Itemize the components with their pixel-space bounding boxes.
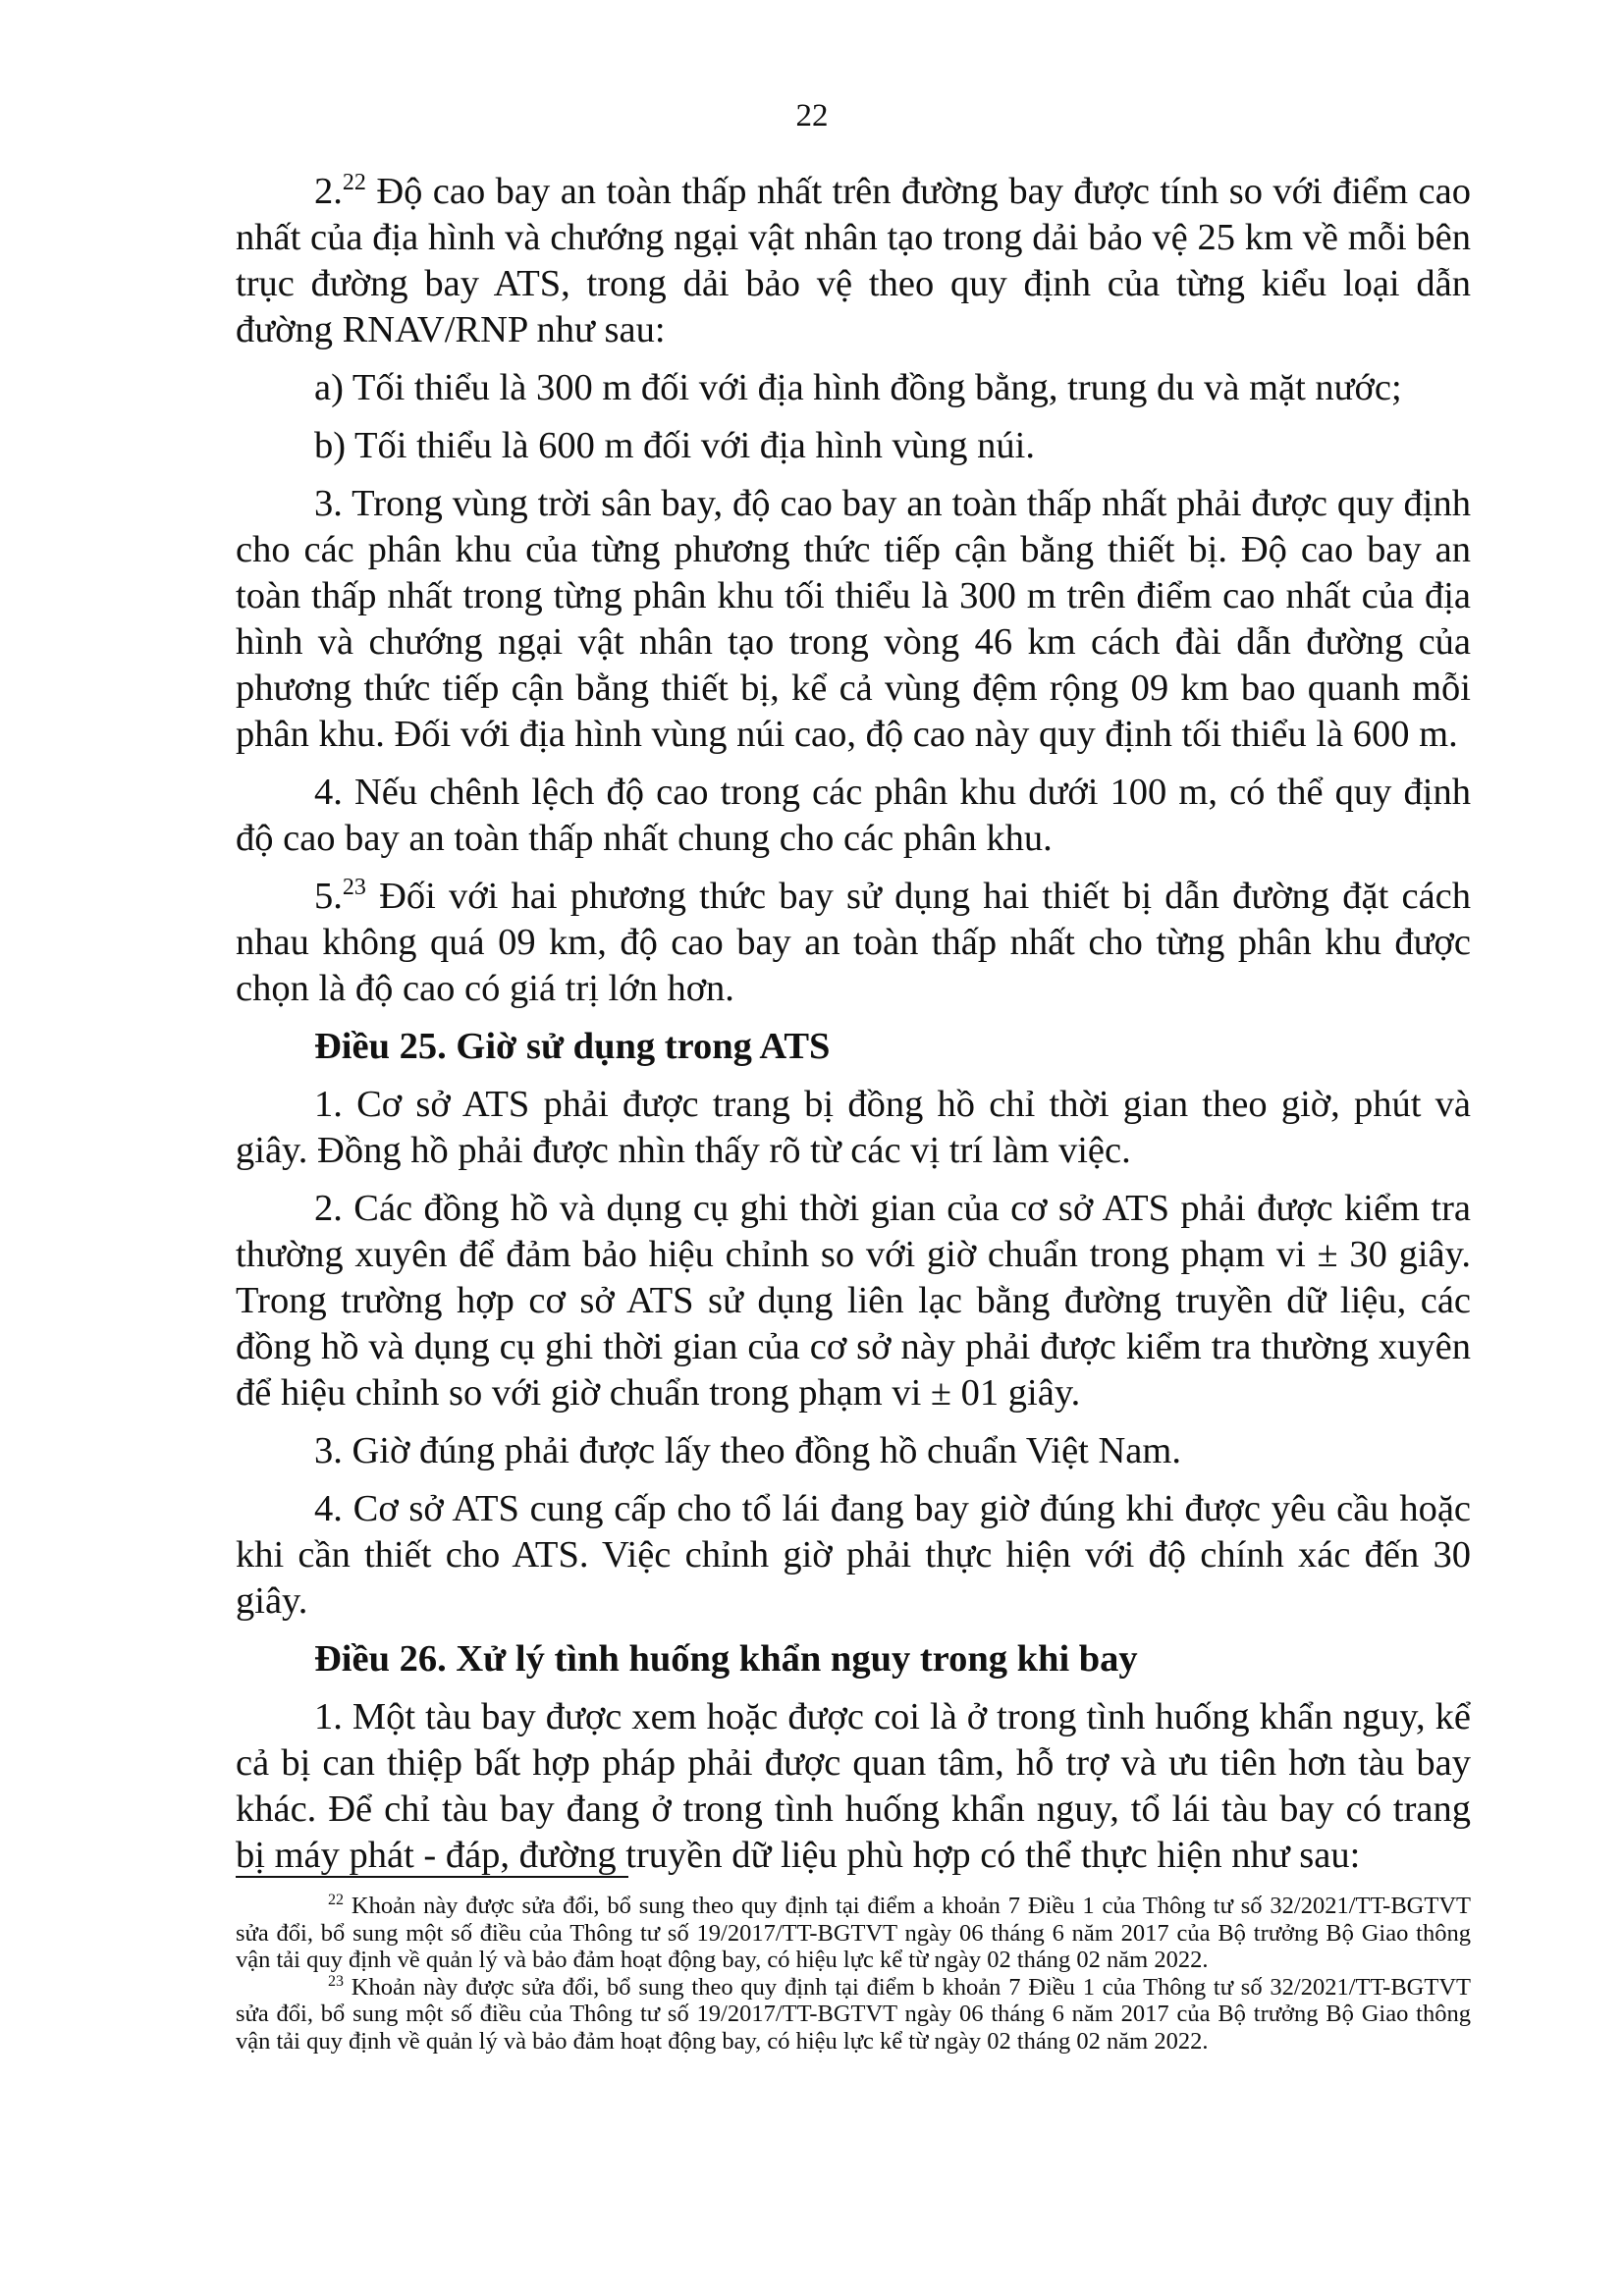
paragraph-text: Đối với hai phương thức bay sử dụng hai thiết bị dẫn đường đặt cách nhau không quá 09 km, độ cao bay an toàn thấp nhất cho từng phân khu được chọn là độ cao có giá trị lớn hơn. <box>236 876 1471 1009</box>
clause-5-paragraph <box>236 874 1471 1012</box>
clause-3-paragraph: 3. Trong vùng trời sân bay, độ cao bay an toàn thấp nhất phải được quy định cho các phân khu của từng phương thức tiếp cận bằng thiết bị. Độ cao bay an toàn thấp nhất trong từng phân khu tối thiểu là 300 m trên điểm cao nhất của địa hình và chướng ngại vật nhân tạo trong vòng 46 km cách đài dẫn đường của phương thức tiếp cận bằng thiết bị, kể cả vùng đệm rộng 09 km bao quanh mỗi phân khu. Đối với địa hình vùng núi cao, độ cao này quy định tối thiểu là 600 m. <box>236 483 1471 755</box>
page-number: 22 <box>795 98 829 133</box>
article-25-clause-4: 4. Cơ sở ATS cung cấp cho tổ lái đang bay giờ đúng khi được yêu cầu hoặc khi cần thiết cho ATS. Việc chỉnh giờ phải thực hiện với độ chính xác đến 30 giây. <box>236 1488 1471 1622</box>
clause-marker: 2. <box>314 171 343 212</box>
item-b-paragraph: b) Tối thiểu là 600 m đối với địa hình vùng núi. <box>314 425 1035 466</box>
article-26-heading: Điều 26. Xử lý tình huống khẩn nguy trong khi bay <box>314 1638 1138 1680</box>
footnote-number: 23 <box>328 1972 344 1990</box>
footnote-text: Khoản này được sửa đổi, bổ sung theo quy định tại điểm b khoản 7 Điều 1 của Thông tư số 32/2021/TT-BGTVT sửa đổi, bổ sung một số điều của Thông tư số 19/2017/TT-BGTVT ngày 06 tháng 6 năm 2017 của Bộ trưởng Bộ Giao thông vận tải quy định về quản lý và bảo đảm hoạt động bay, có hiệu lực kể từ ngày 02 tháng 02 năm 2022. <box>236 1973 1471 2055</box>
item-a-paragraph: a) Tối thiểu là 300 m đối với địa hình đồng bằng, trung du và mặt nước; <box>314 367 1402 408</box>
footnote-23 <box>236 1974 1471 2056</box>
footnote-separator <box>236 1876 628 1878</box>
document-body <box>236 169 1471 1891</box>
footnote-number: 22 <box>328 1891 344 1908</box>
paragraph-text: Độ cao bay an toàn thấp nhất trên đường bay được tính so với điểm cao nhất của địa hình và chướng ngại vật nhân tạo trong dải bảo vệ 25 km về mỗi bên trục đường bay ATS, trong dải bảo vệ theo quy định của từng kiểu loại dẫn đường RNAV/RNP như sau: <box>236 171 1471 350</box>
clause-4-paragraph: 4. Nếu chênh lệch độ cao trong các phân khu dưới 100 m, có thể quy định độ cao bay an toàn thấp nhất chung cho các phân khu. <box>236 772 1471 859</box>
footnote-ref-22[interactable]: 22 <box>342 170 366 196</box>
article-26-clause-1: 1. Một tàu bay được xem hoặc được coi là ở trong tình huống khẩn nguy, kể cả bị can thiệp bất hợp pháp phải được quan tâm, hỗ trợ và ưu tiên hơn tàu bay khác. Để chỉ tàu bay đang ở trong tình huống khẩn nguy, tổ lái tàu bay có trang bị máy phát - đáp, đường truyền dữ liệu phù hợp có thể thực hiện như sau: <box>236 1696 1471 1876</box>
footnote-22 <box>236 1893 1471 1974</box>
footnote-text: Khoản này được sửa đổi, bổ sung theo quy định tại điểm a khoản 7 Điều 1 của Thông tư số 32/2021/TT-BGTVT sửa đổi, bổ sung một số điều của Thông tư số 19/2017/TT-BGTVT ngày 06 tháng 6 năm 2017 của Bộ trưởng Bộ Giao thông vận tải quy định về quản lý và bảo đảm hoạt động bay, có hiệu lực kể từ ngày 02 tháng 02 năm 2022. <box>236 1893 1471 1973</box>
article-25-clause-1: 1. Cơ sở ATS phải được trang bị đồng hồ chỉ thời gian theo giờ, phút và giây. Đồng hồ phải được nhìn thấy rõ từ các vị trí làm việc. <box>236 1084 1471 1171</box>
article-25-heading: Điều 25. Giờ sử dụng trong ATS <box>314 1026 831 1067</box>
clause-marker: 5. <box>314 876 343 917</box>
clause-2-paragraph <box>236 169 1471 353</box>
footnotes <box>236 1893 1471 2055</box>
article-25-clause-2: 2. Các đồng hồ và dụng cụ ghi thời gian của cơ sở ATS phải được kiểm tra thường xuyên để đảm bảo hiệu chỉnh so với giờ chuẩn trong phạm vi ± 30 giây. Trong trường hợp cơ sở ATS sử dụng liên lạc bằng đường truyền dữ liệu, các đồng hồ và dụng cụ ghi thời gian của cơ sở này phải được kiểm tra thường xuyên để hiệu chỉnh so với giờ chuẩn trong phạm vi ± 01 giây. <box>236 1188 1471 1414</box>
footnote-ref-23[interactable]: 23 <box>342 875 366 901</box>
article-25-clause-3: 3. Giờ đúng phải được lấy theo đồng hồ chuẩn Việt Nam. <box>314 1430 1181 1471</box>
